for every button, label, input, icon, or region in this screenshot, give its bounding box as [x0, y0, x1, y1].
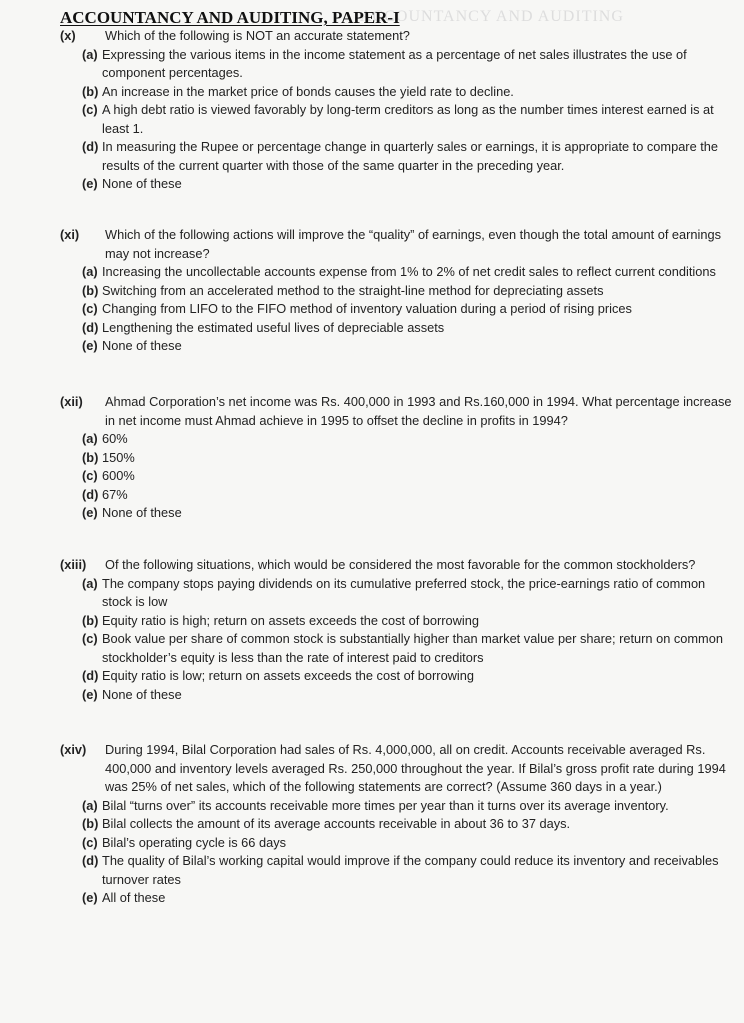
- option-text: Lengthening the estimated useful lives of depreciable assets: [102, 319, 445, 335]
- option-text: Book value per share of common stock is substantially higher than market value per share; return on common stockholder’s equity is less than the rate of interest paid to creditors: [102, 631, 723, 665]
- question-text: Of the following situations, which would be considered the most favorable for the common stockholders?: [105, 557, 696, 572]
- option-text: None of these: [102, 338, 182, 353]
- option-label: (b): [82, 816, 99, 831]
- option-d: [82, 667, 732, 686]
- question-number: (xiv): [60, 742, 87, 757]
- option-b: [82, 612, 732, 631]
- question-number: (xii): [60, 394, 83, 409]
- option-d: [82, 138, 732, 175]
- option-b: [82, 449, 732, 468]
- option-text: Switching from an accelerated method to the straight-line method for depreciating assets: [102, 282, 604, 298]
- question-number: (xiii): [60, 557, 87, 572]
- option-text: Equity ratio is low; return on assets exceeds the cost of borrowing: [102, 668, 475, 683]
- option-list: [60, 46, 732, 194]
- option-text: None of these: [102, 686, 182, 702]
- option-label: (a): [82, 797, 98, 813]
- option-text: An increase in the market price of bonds causes the yield rate to decline.: [102, 83, 514, 99]
- question-text: Ahmad Corporation’s net income was Rs. 400,000 in 1993 and Rs.160,000 in 1994. What percentage increase in net income must Ahmad achieve in 1995 to offset the decline in profits in 1994?: [105, 394, 732, 428]
- option-e: [82, 337, 732, 356]
- option-text: None of these: [102, 176, 182, 191]
- option-c: [82, 467, 732, 486]
- option-d: [82, 319, 732, 338]
- option-e: [82, 889, 732, 908]
- page-title: ACCOUNTANCY AND AUDITING, PAPER-I: [60, 8, 400, 27]
- option-label: (b): [82, 449, 99, 465]
- option-text: 600%: [102, 468, 135, 483]
- option-e: [82, 175, 732, 194]
- option-c: [82, 834, 732, 853]
- option-label: (e): [82, 686, 98, 702]
- option-label: (a): [82, 46, 98, 62]
- option-text: The quality of Bilal’s working capital would improve if the company could reduce its inventory and receivables turnover rates: [102, 853, 719, 887]
- question-xiv: [60, 741, 732, 908]
- question-text: During 1994, Bilal Corporation had sales of Rs. 4,000,000, all on credit. Accounts receivable averaged Rs. 400,000 and inventory levels averaged Rs. 250,000 throughout the year. If Bilal’s gross profit rate during 1994 was 25% of net sales, which of the following statements are correct? (Assume 360 days in a year.): [105, 742, 726, 794]
- option-text: The company stops paying dividends on its cumulative preferred stock, the price-earnings ratio of common stock is low: [102, 575, 706, 609]
- option-label: (c): [82, 834, 98, 850]
- option-list: [60, 797, 732, 908]
- option-label: (b): [82, 612, 99, 628]
- option-list: [60, 263, 732, 356]
- option-d: [82, 852, 732, 889]
- option-text: Expressing the various items in the income statement as a percentage of net sales illustrates the use of component percentages.: [102, 46, 687, 80]
- option-c: [82, 300, 732, 319]
- option-label: (e): [82, 890, 98, 905]
- option-label: (a): [82, 431, 98, 446]
- option-a: [82, 263, 732, 282]
- option-label: (d): [82, 668, 99, 683]
- watermark-text: ACCOUNTANCY AND AUDITING: [360, 8, 624, 25]
- option-b: [82, 83, 732, 102]
- option-label: (e): [82, 338, 98, 353]
- option-d: [82, 486, 732, 505]
- question-number: (x): [60, 28, 76, 43]
- option-text: 67%: [102, 486, 128, 502]
- question-x: [60, 27, 732, 194]
- option-text: Bilal’s operating cycle is 66 days: [102, 834, 286, 850]
- option-e: [82, 686, 732, 705]
- option-label: (d): [82, 319, 99, 335]
- option-label: (a): [82, 575, 98, 591]
- option-text: None of these: [102, 505, 182, 520]
- option-c: [82, 630, 732, 667]
- question-xiii: [60, 556, 732, 704]
- option-b: [82, 815, 732, 834]
- option-text: 150%: [102, 449, 135, 465]
- option-a: [82, 46, 732, 83]
- option-e: [82, 504, 732, 523]
- option-label: (c): [82, 102, 98, 117]
- option-label: (b): [82, 83, 99, 99]
- option-text: Bilal collects the amount of its average accounts receivable in about 36 to 37 days.: [102, 816, 571, 831]
- option-text: Increasing the uncollectable accounts expense from 1% to 2% of net credit sales to reflect current conditions: [102, 264, 716, 279]
- option-c: [82, 101, 732, 138]
- option-list: [60, 575, 732, 705]
- option-text: Bilal “turns over” its accounts receivable more times per year than it turns over its average inventory.: [102, 797, 669, 813]
- option-label: (e): [82, 176, 98, 191]
- option-a: [82, 797, 732, 816]
- question-number: (xi): [60, 227, 80, 242]
- option-text: 60%: [102, 431, 128, 446]
- option-label: (a): [82, 264, 98, 279]
- option-label: (d): [82, 139, 99, 154]
- option-label: (d): [82, 853, 99, 868]
- option-label: (c): [82, 468, 98, 483]
- question-text: Which of the following is NOT an accurate statement?: [105, 28, 410, 43]
- option-a: [82, 430, 732, 449]
- question-xii: [60, 393, 732, 523]
- option-text: Equity ratio is high; return on assets exceeds the cost of borrowing: [102, 612, 479, 628]
- option-label: (c): [82, 301, 98, 316]
- question-xi: [60, 226, 732, 356]
- option-list: [60, 430, 732, 523]
- option-label: (b): [82, 282, 99, 298]
- option-text: In measuring the Rupee or percentage change in quarterly sales or earnings, it is appropriate to compare the results of the current quarter with those of the same quarter in the preceding year.: [102, 139, 719, 173]
- option-text: Changing from LIFO to the FIFO method of inventory valuation during a period of rising prices: [102, 301, 632, 316]
- option-label: (d): [82, 486, 99, 502]
- option-text: A high debt ratio is viewed favorably by long-term creditors as long as the number times interest earned is at least 1.: [102, 102, 714, 136]
- option-b: [82, 282, 732, 301]
- option-label: (c): [82, 631, 98, 646]
- option-a: [82, 575, 732, 612]
- option-label: (e): [82, 505, 98, 520]
- option-text: All of these: [102, 890, 166, 905]
- question-text: Which of the following actions will improve the “quality” of earnings, even though the total amount of earnings may not increase?: [105, 227, 722, 261]
